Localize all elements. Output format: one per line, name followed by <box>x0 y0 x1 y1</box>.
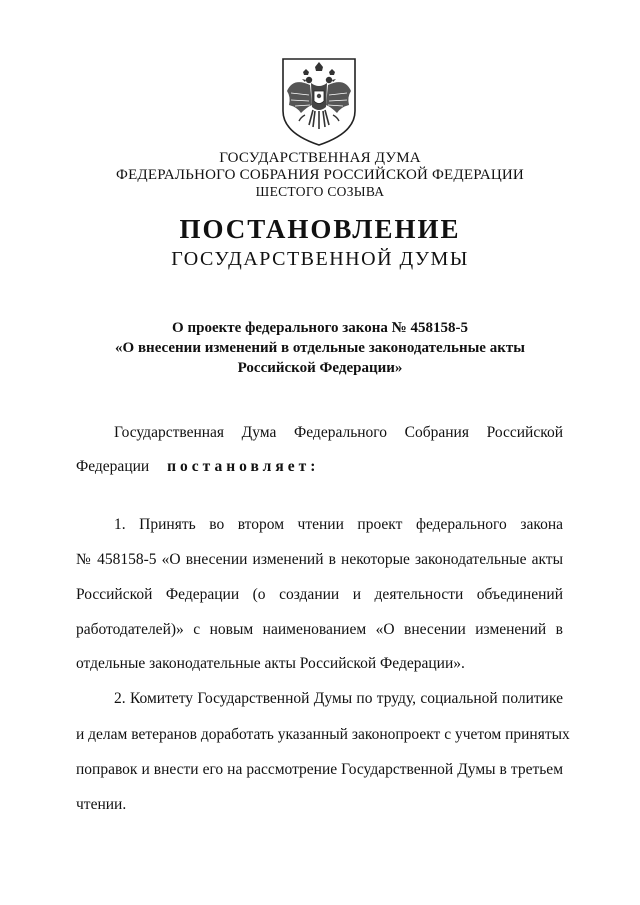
preamble-line1: Государственная Дума Федерального Собрания Российской <box>114 424 563 441</box>
subject-line2: «О внесении изменений в отдельные законодательные акты <box>115 340 525 356</box>
item2-line4: чтении. <box>76 796 127 813</box>
organization-name-line2: ФЕДЕРАЛЬНОГО СОБРАНИЯ РОССИЙСКОЙ ФЕДЕРАЦИИ <box>116 167 524 183</box>
item1-line3: Российской Федерации (о создании и деятельности объединений <box>76 586 563 603</box>
item1-line5: отдельные законодательные акты Российской Федерации». <box>76 655 465 672</box>
organization-name-line1: ГОСУДАРСТВЕННАЯ ДУМА <box>219 150 421 166</box>
item2-line1: 2. Комитету Государственной Думы по труду, социальной политике <box>114 690 563 707</box>
item1-line4: работодателей)» с новым наименованием «О внесении изменений в <box>76 621 563 638</box>
document-type-title: ПОСТАНОВЛЕНИЕ <box>179 214 461 244</box>
item2-line2: и делам ветеранов доработать указанный законопроект с учетом принятых <box>76 726 570 743</box>
preamble-subject: Федерации <box>76 458 150 475</box>
subject-line1: О проекте федерального закона № 458158-5 <box>172 320 468 336</box>
subject-line3: Российской Федерации» <box>237 360 403 376</box>
resolution-verb: постановляет: <box>167 458 320 475</box>
item1-line2: № 458158-5 «О внесении изменений в некоторые законодательные акты <box>76 551 563 568</box>
document-issuer-title: ГОСУДАРСТВЕННОЙ ДУМЫ <box>171 248 469 270</box>
preamble-line2 <box>76 458 319 476</box>
convocation-label: ШЕСТОГО СОЗЫВА <box>255 184 385 199</box>
item1-line1: 1. Принять во втором чтении проект федерального закона <box>114 516 563 533</box>
item2-line3: поправок и внести его на рассмотрение Государственной Думы в третьем <box>76 761 563 778</box>
coat-of-arms-icon <box>279 55 359 147</box>
